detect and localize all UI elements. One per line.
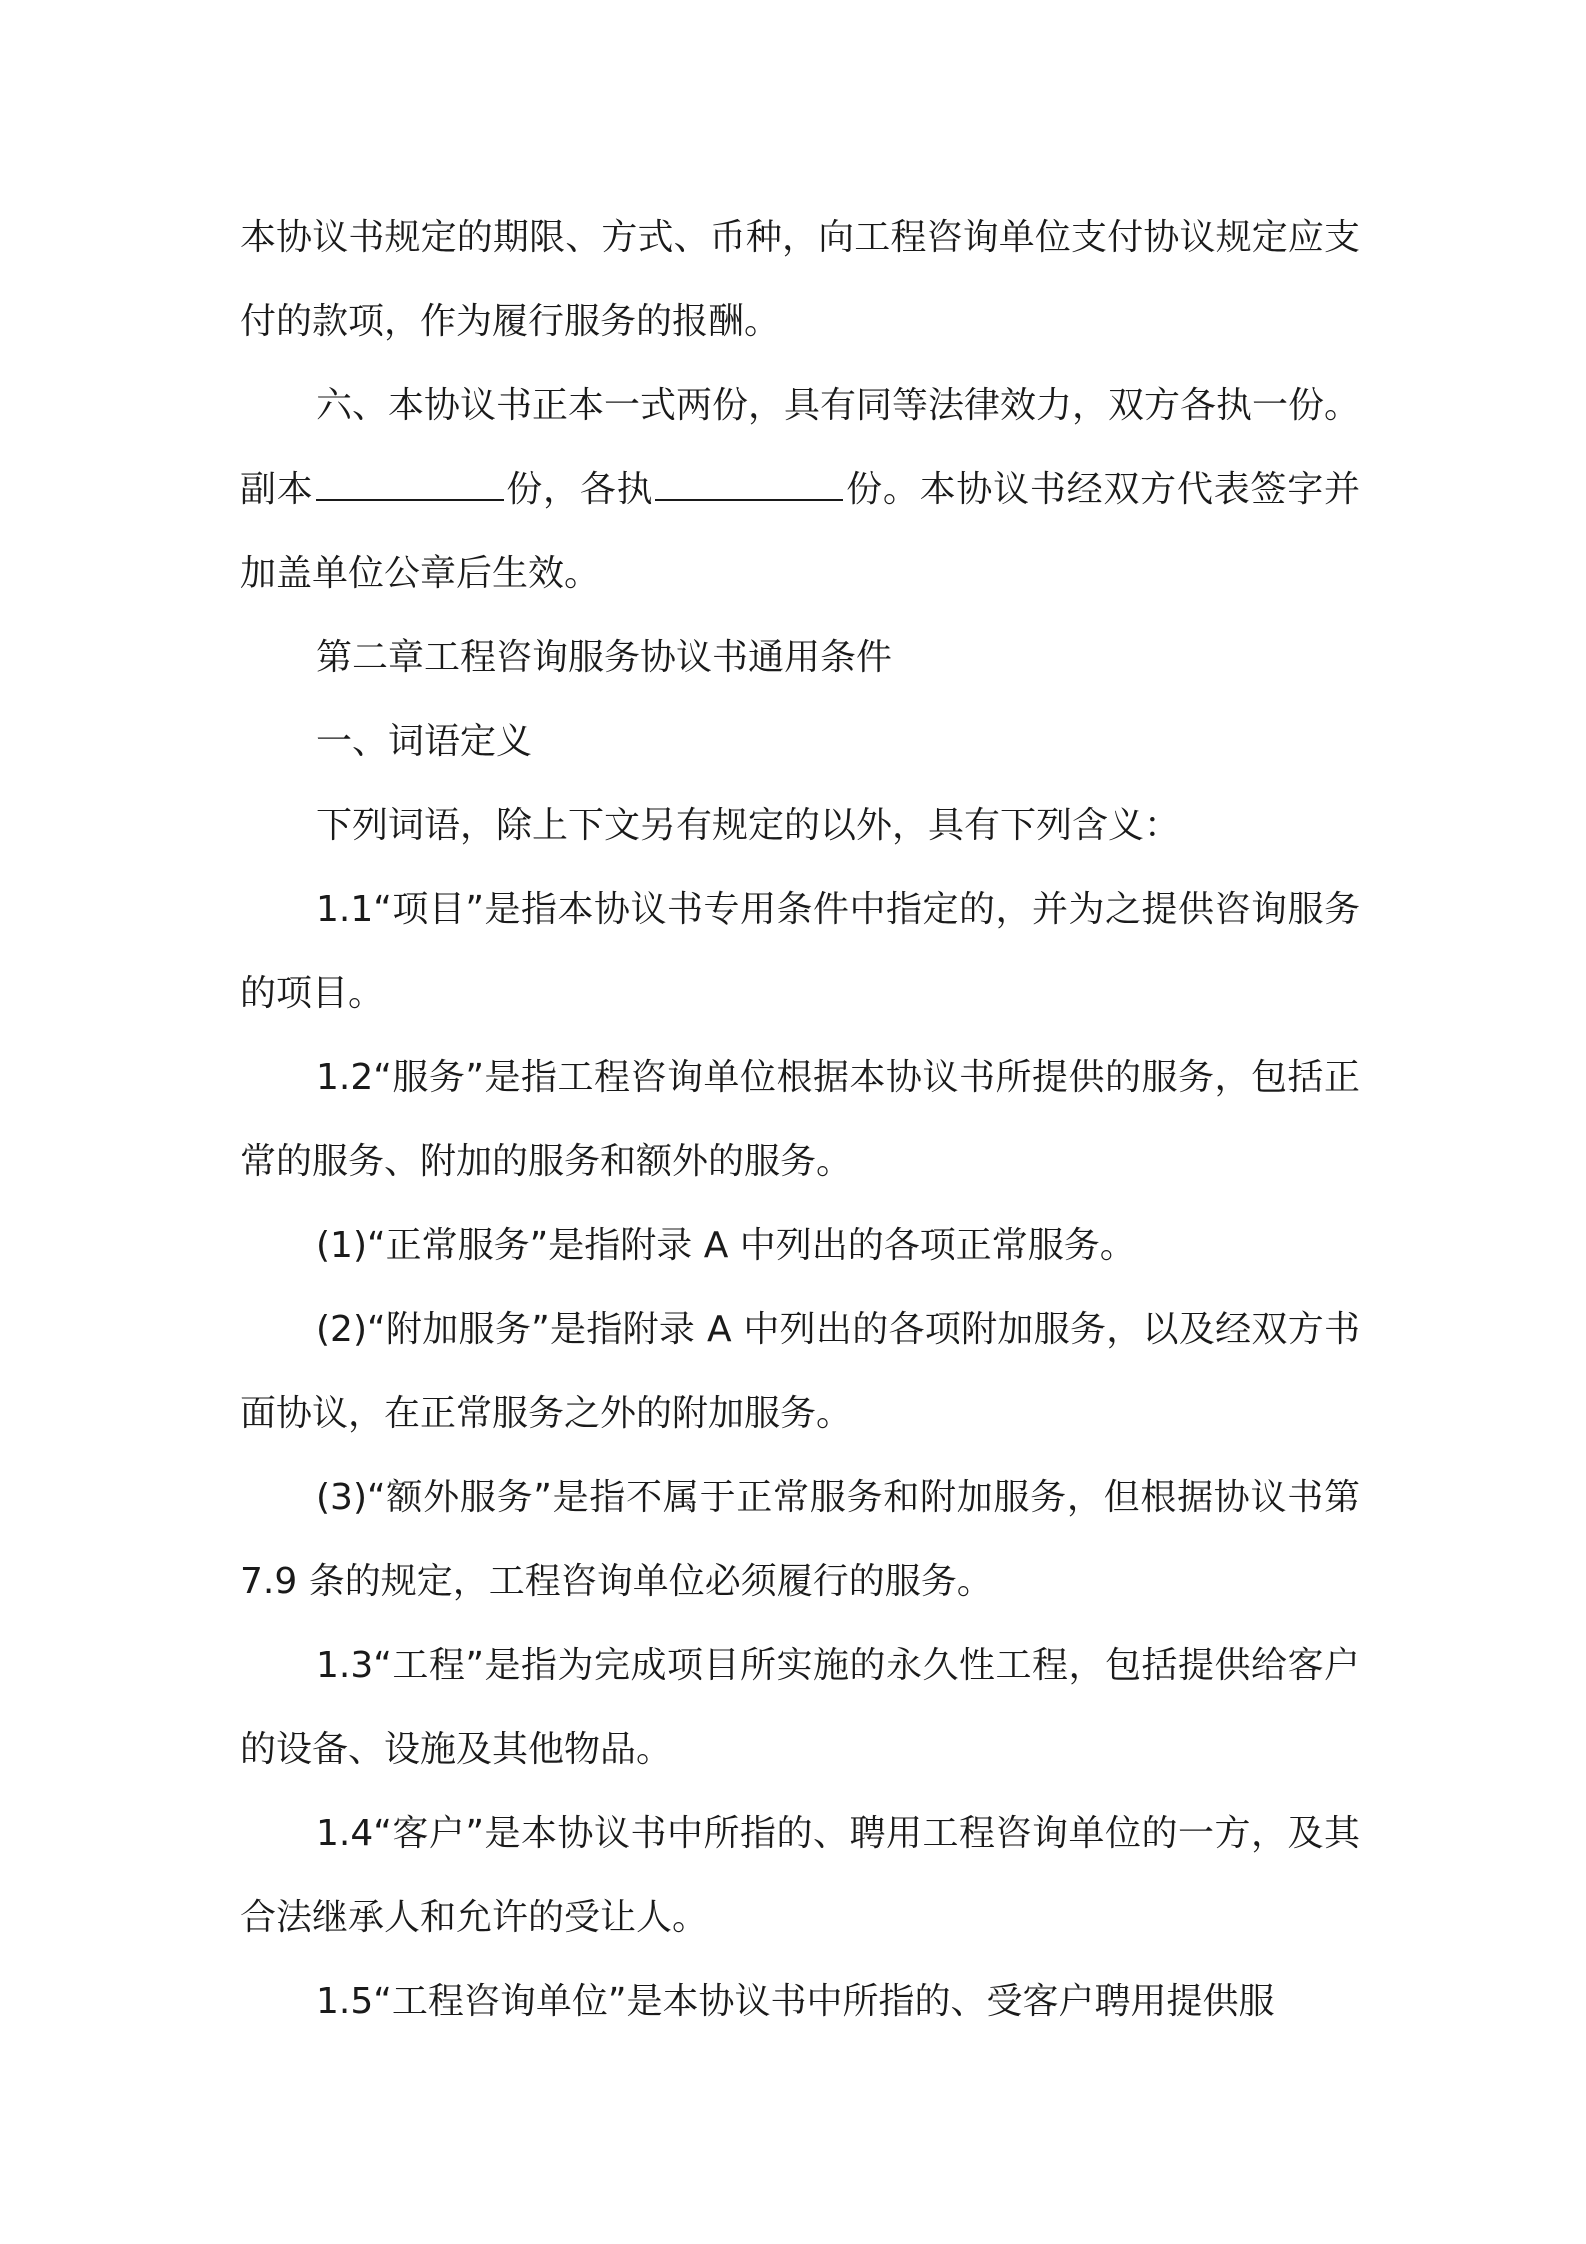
paragraph-definitions-intro: 下列词语，除上下文另有规定的以外，具有下列含义：: [316, 805, 1181, 846]
copies-clause-text-2: 份，各执: [505, 469, 654, 510]
fill-blank-each-holds-count[interactable]: [655, 469, 843, 501]
paragraph-definition-1-2-2: (2)“附加服务”是指附录 A 中列出的各项附加服务，以及经双方书面协议，在正常服务之外的附加服务。: [240, 1309, 1360, 1434]
paragraph-definition-1-3: 1.3“工程”是指为完成项目所实施的永久性工程，包括提供给客户的设备、设施及其他物品。: [240, 1645, 1360, 1770]
paragraph-payment-clause: 本协议书规定的期限、方式、币种，向工程咨询单位支付协议规定应支付的款项，作为履行服务的报酬。: [240, 217, 1360, 342]
paragraph-definition-1-5: 1.5“工程咨询单位”是本协议书中所指的、受客户聘用提供服: [316, 1981, 1275, 2022]
paragraph-definition-1-2-3: (3)“额外服务”是指不属于正常服务和附加服务，但根据协议书第 7.9 条的规定，工程咨询单位必须履行的服务。: [240, 1477, 1360, 1602]
fill-blank-copies-count[interactable]: [316, 469, 504, 501]
paragraph-definition-1-1: 1.1“项目”是指本协议书专用条件中指定的，并为之提供咨询服务的项目。: [240, 889, 1360, 1014]
chapter-heading: 第二章工程咨询服务协议书通用条件: [316, 637, 893, 678]
paragraph-definition-1-2: 1.2“服务”是指工程咨询单位根据本协议书所提供的服务，包括正常的服务、附加的服务和额外的服务。: [240, 1057, 1360, 1182]
copies-clause-text-3: 份。本协议书经双方代表签字并加盖单位公章后生效。: [240, 469, 1360, 594]
paragraph-definition-1-4: 1.4“客户”是本协议书中所指的、聘用工程咨询单位的一方，及其合法继承人和允许的受让人。: [240, 1813, 1360, 1938]
copies-clause-text-1: 六、本协议书正本一式两份，具有同等法律效力，双方各执一份。副本: [240, 385, 1361, 510]
paragraph-definition-1-2-1: (1)“正常服务”是指附录 A 中列出的各项正常服务。: [316, 1225, 1136, 1266]
section-heading-definitions: 一、词语定义: [316, 721, 533, 762]
document-body: [240, 196, 1360, 2044]
paragraph-copies-clause: [240, 364, 1360, 616]
